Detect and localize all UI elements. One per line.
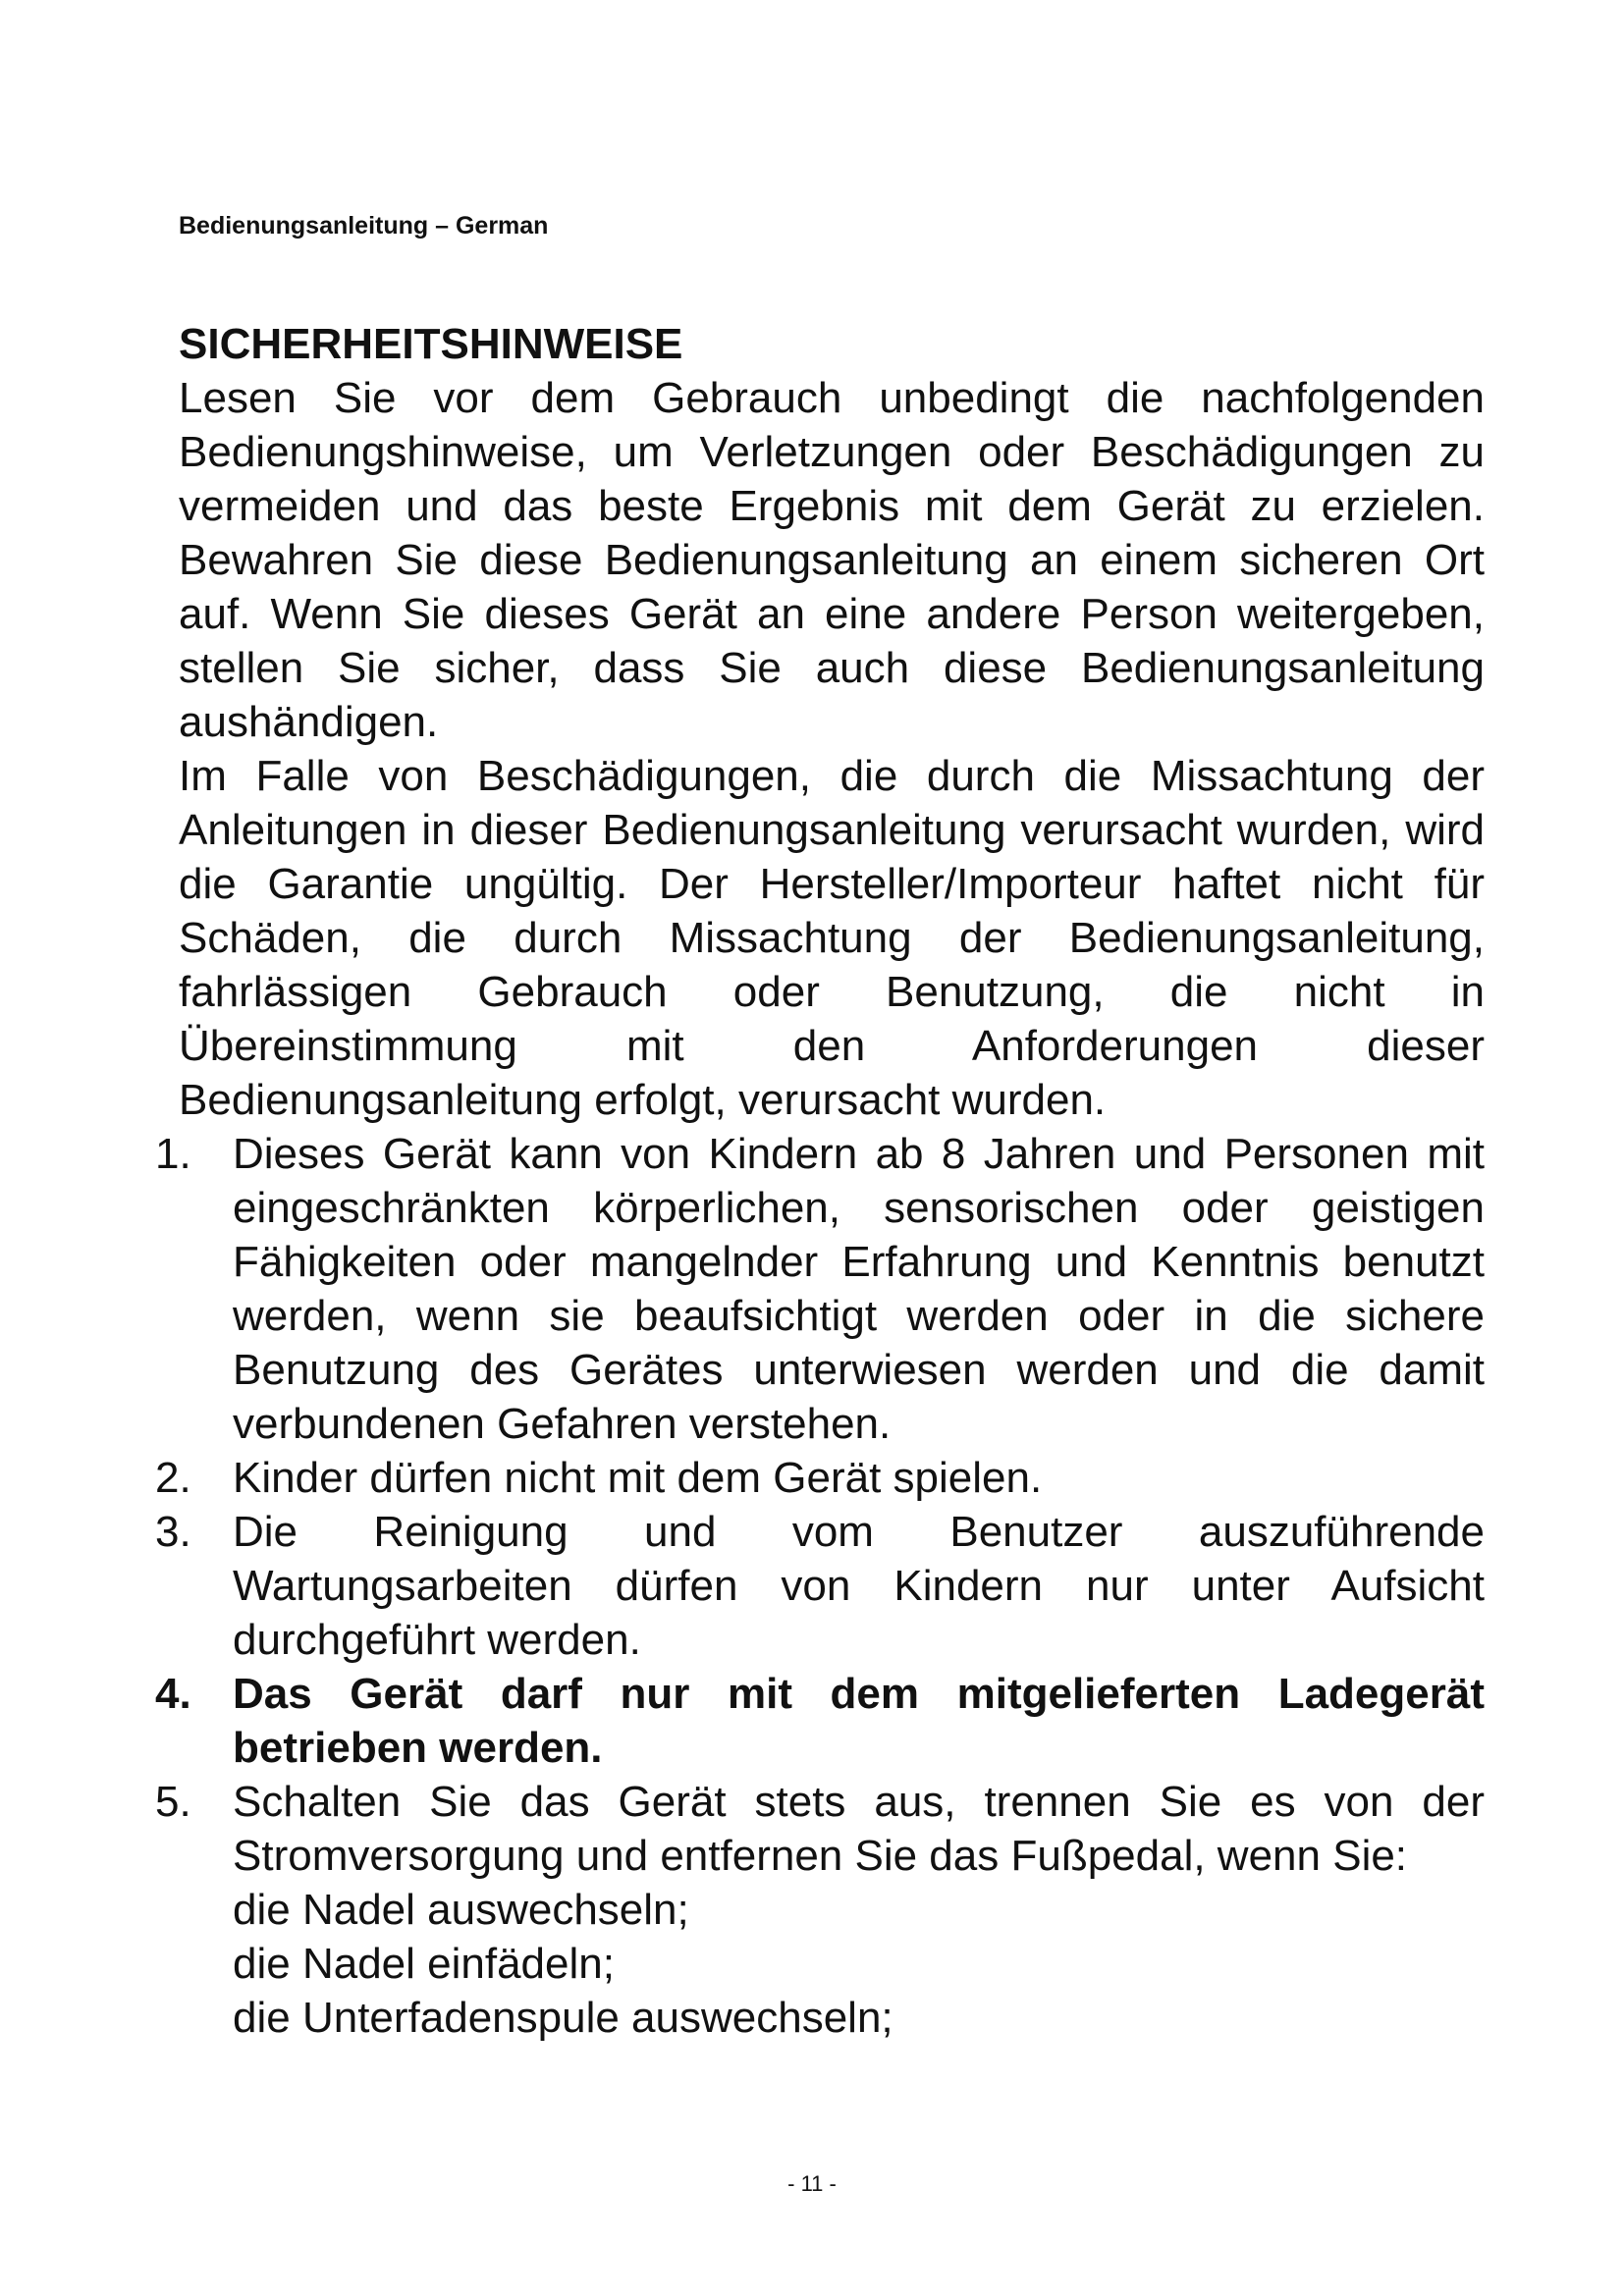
- document-header: Bedienungsanleitung – German: [179, 212, 549, 240]
- safety-list: [155, 1127, 1485, 2045]
- list-item: [155, 1127, 1485, 1451]
- list-item: [155, 1775, 1485, 2045]
- list-item-number: 1.: [155, 1130, 191, 1178]
- list-item-number: 3.: [155, 1508, 191, 1556]
- list-item-text: Schalten Sie das Gerät stets aus, trennen Sie es von der Stromversorgung und entfernen Sie das Fußpedal, wenn Sie:: [233, 1778, 1485, 1880]
- list-sub-line: die Nadel auswechseln;: [233, 1886, 689, 1934]
- list-item-text: Die Reinigung und vom Benutzer auszuführende Wartungsarbeiten dürfen von Kindern nur unter Aufsicht durchgeführt werden.: [233, 1508, 1485, 1664]
- list-item-text: Kinder dürfen nicht mit dem Gerät spielen.: [233, 1454, 1043, 1502]
- page-number: - 11 -: [787, 2171, 837, 2196]
- list-item-number: 4.: [155, 1670, 191, 1718]
- list-item-highlighted: [155, 1667, 1485, 1775]
- list-item-number: 2.: [155, 1454, 191, 1502]
- paragraph-warranty: Im Falle von Beschädigungen, die durch die Missachtung der Anleitungen in dieser Bedienungsanleitung verursacht wurden, wird die Garantie ungültig. Der Hersteller/Importeur haftet nicht für Schäden, die durch Missachtung der Bedienungsanleitung, fahrlässigen Gebrauch oder Benutzung, die nicht in Übereinstimmung mit den Anforderungen dieser Bedienungsanleitung erfolgt, verursacht wurden.: [179, 752, 1485, 1124]
- list-sub-line: die Unterfadenspule auswechseln;: [233, 1994, 893, 2042]
- list-item-text: Das Gerät darf nur mit dem mitgelieferten Ladegerät betrieben werden.: [233, 1670, 1485, 1772]
- list-item-number: 5.: [155, 1778, 191, 1826]
- list-item-text: Dieses Gerät kann von Kindern ab 8 Jahren und Personen mit eingeschränkten körperlichen, sensorischen oder geistigen Fähigkeiten oder mangelnder Erfahrung und Kenntnis benutzt werden, wenn sie beaufsichtigt werden oder in die sichere Benutzung des Gerätes unterwiesen werden und die damit verbundenen Gefahren verstehen.: [233, 1130, 1485, 1448]
- list-sub-line: die Nadel einfädeln;: [233, 1940, 615, 1988]
- list-item: [155, 1505, 1485, 1667]
- section-title: SICHERHEITSHINWEISE: [179, 320, 683, 368]
- paragraph-intro: Lesen Sie vor dem Gebrauch unbedingt die nachfolgenden Bedienungshinweise, um Verletzungen oder Beschädigungen zu vermeiden und das beste Ergebnis mit dem Gerät zu erzielen. Bewahren Sie diese Bedienungsanleitung an einem sicheren Ort auf. Wenn Sie dieses Gerät an eine andere Person weitergeben, stellen Sie sicher, dass Sie auch diese Bedienungsanleitung aushändigen.: [179, 374, 1485, 746]
- list-item: [155, 1451, 1485, 1505]
- document-content: [155, 317, 1485, 2045]
